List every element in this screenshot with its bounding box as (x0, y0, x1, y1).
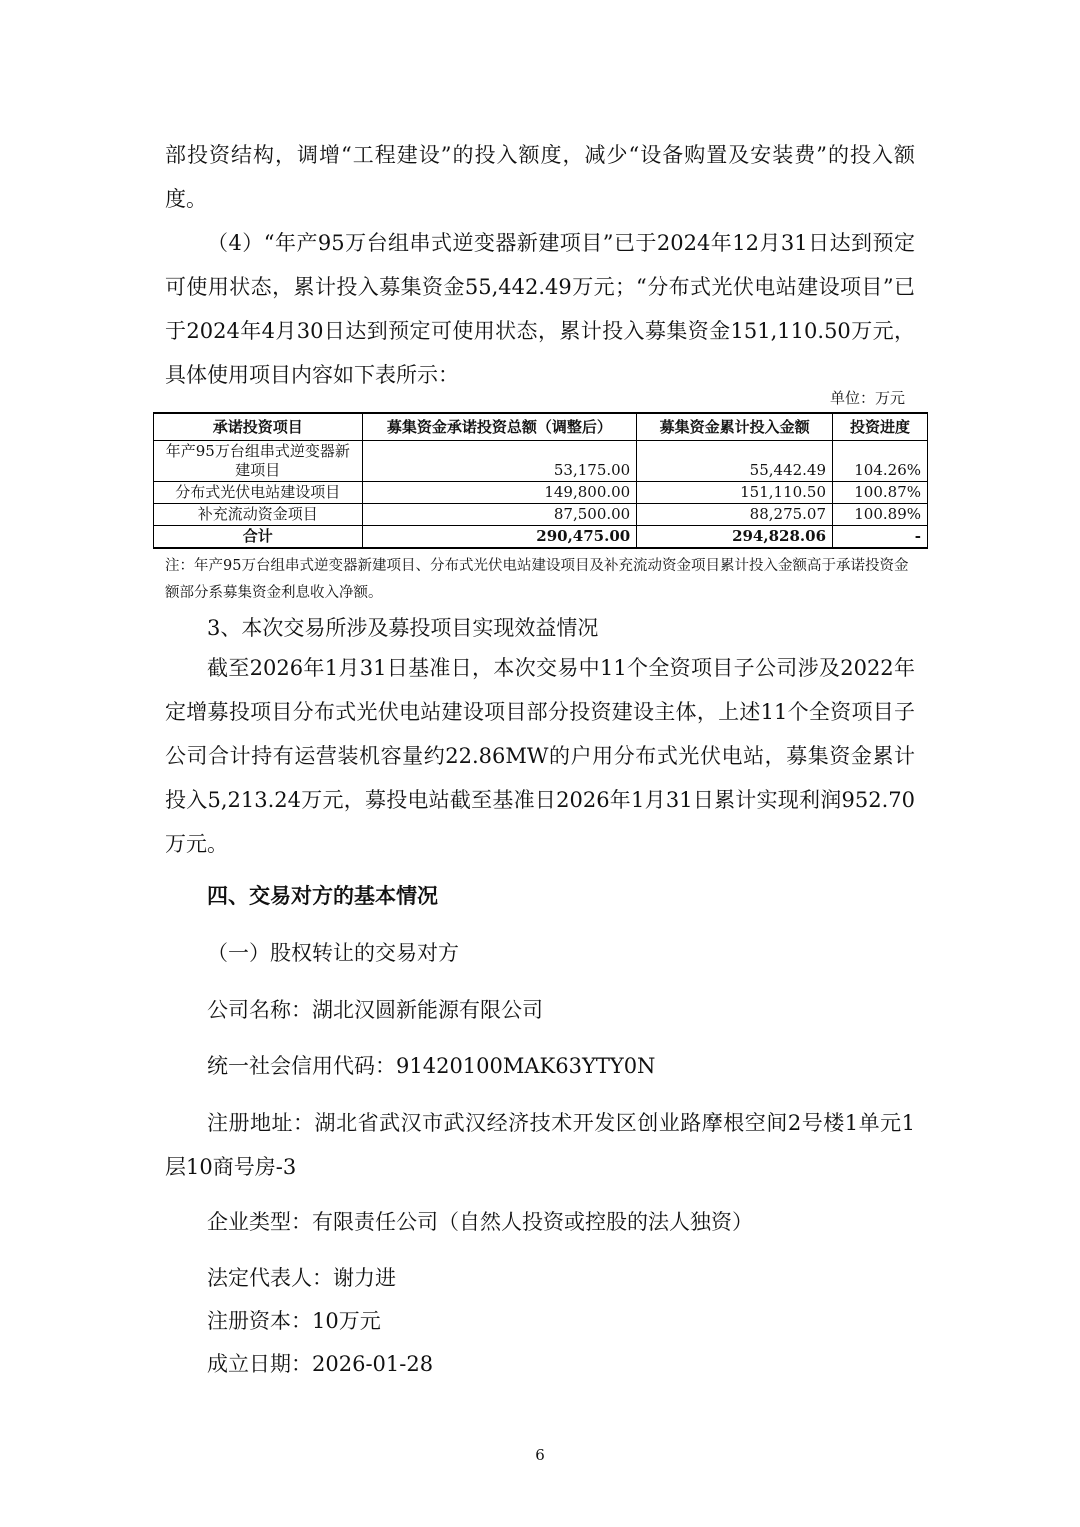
cell-total-invested: 294,828.06 (637, 526, 833, 549)
cell-committed: 87,500.00 (362, 504, 637, 526)
cell-project-name: 补充流动资金项目 (154, 504, 363, 526)
section3-body: 截至2026年1月31日基准日，本次交易中11个全资项目子公司涉及2022年定增募投项目分布式光伏电站建设项目部分投资建设主体，上述11个全资项目子公司合计持有运营装机容量约22.86MW的户用分布式光伏电站，募集资金累计投入5,213.24万元，募投电站截至基准日2026年1月31日累计实现利润952.70万元。 (165, 656, 915, 856)
cell-progress: 104.26% (833, 441, 928, 482)
paragraph-project-status: （4）“年产95万台组串式逆变器新建项目”已于2024年12月31日达到预定可使用状态，累计投入募集资金55,442.49万元；“分布式光伏电站建设项目”已于2024年4月30日达到预定可使用状态，累计投入募集资金151,110.50万元，具体使用项目内容如下表所示： (165, 231, 915, 387)
enterprise-type: 企业类型：有限责任公司（自然人投资或控股的法人独资） (207, 1210, 753, 1234)
cell-total-committed: 290,475.00 (362, 526, 637, 549)
registered-address: 注册地址：湖北省武汉市武汉经济技术开发区创业路摩根空间2号楼1单元1层10商号房-3 (165, 1111, 915, 1179)
section4-subtitle: （一）股权转让的交易对方 (207, 941, 459, 965)
fund-usage-table (153, 412, 928, 549)
establishment-date: 成立日期：2026-01-28 (207, 1352, 434, 1376)
cell-invested: 151,110.50 (637, 482, 833, 504)
cell-invested: 88,275.07 (637, 504, 833, 526)
header-project: 承诺投资项目 (154, 413, 363, 441)
cell-total-label: 合计 (154, 526, 363, 549)
cell-committed: 149,800.00 (362, 482, 637, 504)
credit-code: 统一社会信用代码：91420100MAK63YTY0N (207, 1054, 656, 1078)
paragraph-investment-structure: 部投资结构，调增“工程建设”的投入额度，减少“设备购置及安装费”的投入额度。 (165, 143, 915, 211)
company-name: 公司名称：湖北汉圆新能源有限公司 (207, 998, 543, 1022)
cell-total-progress: - (833, 526, 928, 549)
header-progress: 投资进度 (833, 413, 928, 441)
table-row (154, 482, 928, 504)
table-row (154, 504, 928, 526)
cell-invested: 55,442.49 (637, 441, 833, 482)
table-row (154, 441, 928, 482)
cell-project-name: 分布式光伏电站建设项目 (154, 482, 363, 504)
section4-title: 四、交易对方的基本情况 (207, 883, 438, 908)
cell-progress: 100.89% (833, 504, 928, 526)
cell-progress: 100.87% (833, 482, 928, 504)
table-header-row (154, 413, 928, 441)
cell-project-name: 年产95万台组串式逆变器新建项目 (154, 441, 363, 482)
header-accumulated-invested: 募集资金累计投入金额 (637, 413, 833, 441)
legal-representative: 法定代表人：谢力进 (207, 1266, 396, 1290)
header-committed-total: 募集资金承诺投资总额（调整后） (362, 413, 637, 441)
page-number: 6 (535, 1446, 545, 1464)
section3-title: 3、本次交易所涉及募投项目实现效益情况 (207, 616, 599, 640)
registered-capital: 注册资本：10万元 (207, 1309, 381, 1333)
table-note: 注：年产95万台组串式逆变器新建项目、分布式光伏电站建设项目及补充流动资金项目累计投入金额高于承诺投资金额部分系募集资金利息收入净额。 (165, 558, 909, 601)
table-unit-label: 单位：万元 (829, 389, 905, 407)
table-total-row (154, 526, 928, 549)
cell-committed: 53,175.00 (362, 441, 637, 482)
